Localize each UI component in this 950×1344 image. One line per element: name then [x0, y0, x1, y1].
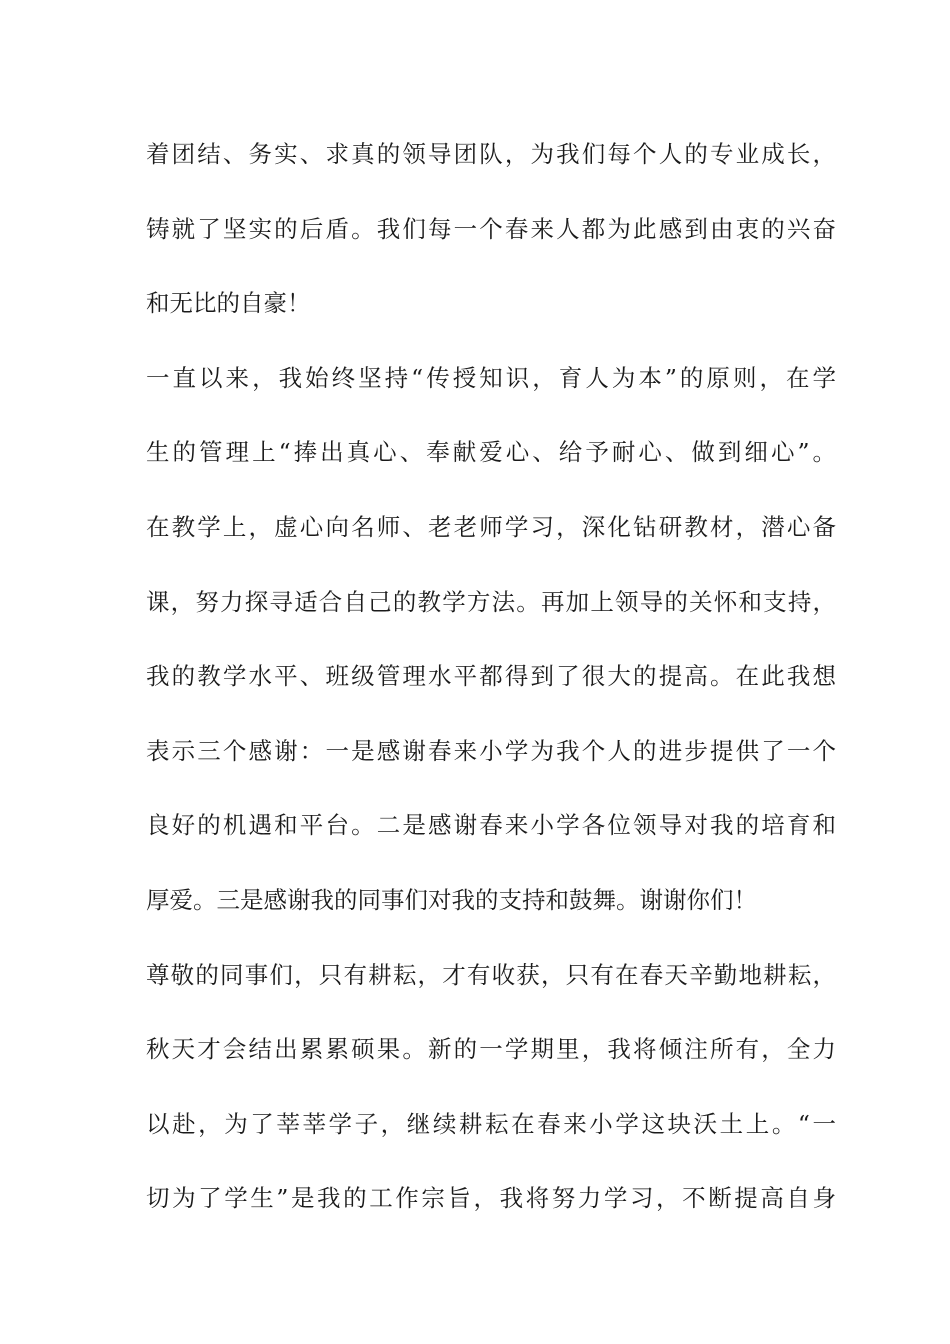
text-line-5: 生的管理上“捧出真心、奉献爱心、给予耐心、做到细心”。 [146, 438, 836, 467]
text-line-11: 厚爱。三是感谢我的同事们对我的支持和鼓舞。谢谢你们！ [146, 885, 757, 914]
text-line-9: 表示三个感谢：一是感谢春来小学为我个人的进步提供了一个 [146, 736, 836, 765]
text-line-10: 良好的机遇和平台。二是感谢春来小学各位领导对我的培育和 [146, 811, 836, 840]
text-line-14: 以赴，为了莘莘学子，继续耕耘在春来小学这块沃土上。“一 [146, 1109, 836, 1138]
text-line-3: 和无比的自豪！ [146, 289, 311, 318]
body-text [146, 130, 836, 1249]
text-line-4: 一直以来，我始终坚持“传授知识，育人为本”的原则，在学 [146, 363, 836, 392]
text-line-12: 尊敬的同事们，只有耕耘，才有收获，只有在春天辛勤地耕耘， [146, 960, 836, 989]
text-line-6: 在教学上，虚心向名师、老老师学习，深化钻研教材，潜心备 [146, 512, 836, 541]
text-line-1: 着团结、务实、求真的领导团队，为我们每个人的专业成长， [146, 140, 836, 168]
text-line-8: 我的教学水平、班级管理水平都得到了很大的提高。在此我想 [146, 662, 836, 691]
text-line-15: 切为了学生”是我的工作宗旨，我将努力学习，不断提高自身 [146, 1184, 836, 1213]
text-line-7: 课，努力探寻适合自己的教学方法。再加上领导的关怀和支持， [146, 587, 836, 616]
text-line-2: 铸就了坚实的后盾。我们每一个春来人都为此感到由衷的兴奋 [146, 214, 836, 243]
text-line-13: 秋天才会结出累累硕果。新的一学期里，我将倾注所有，全力 [146, 1035, 836, 1064]
